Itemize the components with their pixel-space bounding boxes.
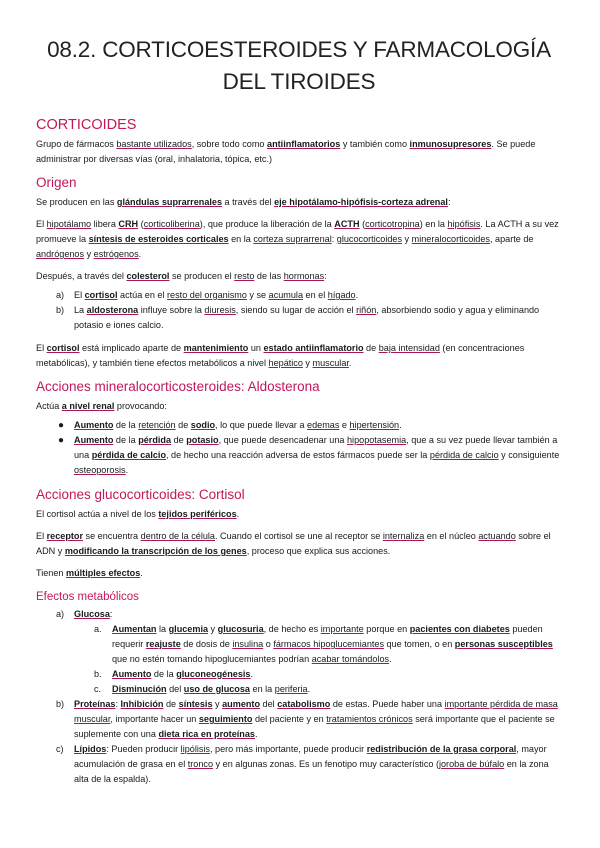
list-marker: a)	[56, 609, 65, 619]
title-line-1: 08.2. CORTICOESTEROIDES Y FARMACOLOGÍA	[47, 37, 551, 62]
heading-corticoides: CORTICOIDES	[36, 117, 137, 133]
list-marker: c)	[56, 744, 64, 754]
list-marker: a)	[56, 290, 65, 300]
paragraph-cortisol-2: El receptor se encuentra dentro de la célula. Cuando el cortisol se une al receptor se internaliza en el núcleo actuando sobre el ADN y modificando la transcripción de los genes, proceso que explica sus acciones.	[36, 531, 551, 556]
sublist-item-glucemia: a. Aumentan la glucemia y glucosuria, de hecho es importante porque en pacientes con diabetes pueden requerir reajuste de dosis de insulina o fármacos hipoglucemiantes que tomen, o en personas susceptibles que no estén tomando hipoglucemiantes podrían acabar tomándolos.	[94, 622, 562, 667]
paragraph-cortisol-3: Tienen múltiples efectos.	[36, 568, 143, 578]
paragraph-origen-4: El cortisol está implicado aparte de mantenimiento un estado antiinflamatorio de baja intensidad (en concentraciones metabólicas), y también tiene efectos metabólicos a nivel hepático y muscular.	[36, 343, 525, 368]
title-line-2: DEL TIROIDES	[222, 69, 376, 94]
page-title	[36, 34, 562, 98]
paragraph-aldosterona: Actúa a nivel renal provocando:	[36, 401, 167, 411]
bullet-item-potasio: ● Aumento de la pérdida de potasio, que puede desencadenar una hipopotasemia, que a su vez puede llevar también a una pérdida de calcio, de hecho una reacción adversa de estos fármacos puede ser la pérdida de calcio y consiguiente osteoporosis.	[58, 433, 562, 478]
heading-efectos-metabolicos: Efectos metabólicos	[36, 591, 139, 603]
heading-cortisol: Acciones glucocorticoides: Cortisol	[36, 487, 245, 502]
paragraph-cortisol-1: El cortisol actúa a nivel de los tejidos periféricos.	[36, 509, 240, 519]
list-item-proteinas: b) Proteínas: Inhibición de síntesis y aumento del catabolismo de estas. Puede haber una importante pérdida de masa muscular, importante hacer un seguimiento del paciente y en tratamientos crónicos será importante que el paciente se suplemente con una dieta rica en proteínas.	[56, 697, 562, 742]
heading-aldosterona: Acciones mineralocorticosteroides: Aldosterona	[36, 379, 320, 394]
list-marker: c.	[94, 684, 102, 694]
paragraph-origen-2: El hipotálamo libera CRH (corticoliberina), que produce la liberación de la ACTH (corticotropina) en la hipófisis. La ACTH a su vez promueve la síntesis de esteroides corticales en la corteza suprarrenal: glucocorticoides y mineralocorticoides, aparte de andrógenos y estrógenos.	[36, 219, 559, 259]
list-marker: b)	[56, 699, 65, 709]
bullet-item-sodio: ● Aumento de la retención de sodio, lo que puede llevar a edemas e hipertensión.	[58, 420, 402, 431]
paragraph-intro: Grupo de fármacos bastante utilizados, sobre todo como antiinflamatorios y también como inmunosupresores. Se puede administrar por diversas vías (oral, inhalatoria, tópica, etc.)	[36, 139, 536, 164]
heading-origen: Origen	[36, 175, 77, 190]
list-item-cortisol: a) El cortisol actúa en el resto del organismo y se acumula en el hígado.	[56, 288, 562, 303]
list-item-aldosterona: b) La aldosterona influye sobre la diuresis, siendo su lugar de acción el riñón, absorbiendo sodio y agua y eliminando potasio e iones calcio.	[56, 303, 562, 333]
list-item-glucosa: a) Glucosa:	[56, 607, 562, 622]
list-item-lipidos: c) Lípidos: Pueden producir lipólisis, pero más importante, puede producir redistribución de la grasa corporal, mayor acumulación de grasa en el tronco y en algunas zonas. Es un fenotipo muy característico (joroba de búfalo en la zona alta de la espalda).	[56, 742, 562, 787]
paragraph-origen-3: Después, a través del colesterol se producen el resto de las hormonas:	[36, 271, 327, 281]
bullet-marker: ●	[58, 435, 65, 446]
bullet-marker: ●	[58, 420, 65, 431]
sublist-item-gluconeogenesis: b. Aumento de la gluconeogénesis.	[94, 667, 562, 682]
sublist-item-uso-glucosa: c. Disminución del uso de glucosa en la periferia.	[94, 682, 562, 697]
list-marker: b)	[56, 305, 65, 315]
list-marker: a.	[94, 624, 102, 634]
paragraph-origen-1: Se producen en las glándulas suprarrenales a través del eje hipotálamo-hipófisis-corteza adrenal:	[36, 197, 451, 207]
list-marker: b.	[94, 669, 102, 679]
